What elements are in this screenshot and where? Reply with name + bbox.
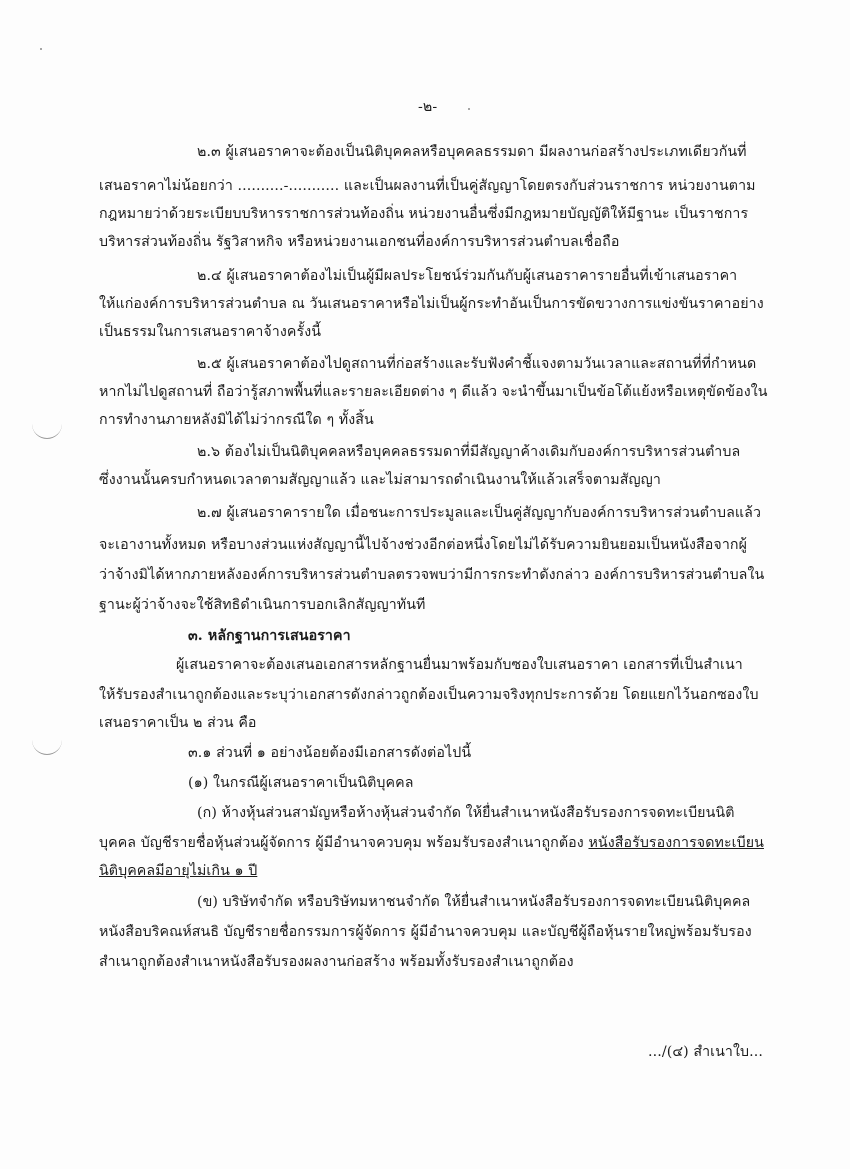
paragraph-line: ให้แก่องค์การบริหารส่วนตำบล ณ วันเสนอราคาหรือไม่เป็นผู้กระทำอันเป็นการขัดขวางการแข่งขันราคาอย่าง — [99, 296, 764, 312]
scan-speck — [468, 108, 470, 110]
paragraph-line: (ข) บริษัทจำกัด หรือบริษัทมหาชนจำกัด ให้ยื่นสำเนาหนังสือรับรองการจดทะเบียนนิติบุคคล — [197, 894, 751, 910]
paragraph-line: เสนอราคาไม่น้อยกว่า ..........-........... และเป็นผลงานที่เป็นคู่สัญญาโดยตรงกับส่วนราชการ หน่วยงานตาม — [99, 178, 756, 194]
paragraph-line: กฎหมายว่าด้วยระเบียบบริหารราชการส่วนท้องถิ่น หน่วยงานอื่นซึ่งมีกฎหมายบัญญัติให้มีฐานะ เป็นราชการ — [99, 206, 749, 222]
section-heading: ๓. หลักฐานการเสนอราคา — [188, 628, 351, 644]
subsection-heading: ๓.๑ ส่วนที่ ๑ อย่างน้อยต้องมีเอกสารดังต่อไปนี้ — [188, 745, 472, 761]
paragraph-line: สำเนาถูกต้องสำเนาหนังสือรับรองผลงานก่อสร้าง พร้อมทั้งรับรองสำเนาถูกต้อง — [99, 954, 574, 970]
paragraph-line — [99, 833, 764, 853]
paragraph-line: ว่าจ้างมิได้หากภายหลังองค์การบริหารส่วนตำบลตรวจพบว่ามีการกระทำดังกล่าว องค์การบริหารส่วนตำบลใน — [99, 567, 765, 583]
paragraph-line: หากไม่ไปดูสถานที่ ถือว่ารู้สภาพพื้นที่และรายละเอียดต่าง ๆ ดีแล้ว จะนำขึ้นมาเป็นข้อโต้แย้งหรือเหตุขัดข้องใน — [99, 384, 768, 400]
paragraph-line: เสนอราคาเป็น ๒ ส่วน คือ — [99, 715, 257, 731]
underlined-text: หนังสือรับรองการจดทะเบียน — [588, 835, 764, 851]
paragraph-line: ๒.๖ ต้องไม่เป็นนิติบุคคลหรือบุคคลธรรมดาที่มีสัญญาค้างเดิมกับองค์การบริหารส่วนตำบล — [197, 444, 741, 460]
paragraph-line: เป็นธรรมในการเสนอราคาจ้างครั้งนี้ — [99, 324, 322, 340]
paragraph-line: บริหารส่วนท้องถิ่น รัฐวิสาหกิจ หรือหน่วยงานเอกชนที่องค์การบริหารส่วนตำบลเชื่อถือ — [99, 234, 620, 250]
paragraph-line: ๒.๕ ผู้เสนอราคาต้องไปดูสถานที่ก่อสร้างและรับฟังคำชี้แจงตามวันเวลาและสถานที่ที่กำหนด — [197, 356, 757, 372]
paragraph-line: จะเอางานทั้งหมด หรือบางส่วนแห่งสัญญานี้ไปจ้างช่วงอีกต่อหนึ่งโดยไม่ได้รับความยินยอมเป็นหนังสือจากผู้ — [99, 537, 747, 553]
punch-hole-mark — [32, 740, 62, 755]
underlined-text: นิติบุคคลมีอายุไม่เกิน ๑ ปี — [99, 863, 258, 879]
scan-speck — [40, 48, 42, 50]
paragraph-line: ให้รับรองสำเนาถูกต้องและระบุว่าเอกสารดังกล่าวถูกต้องเป็นความจริงทุกประการด้วย โดยแยกไว้นอกซองใบ — [99, 687, 759, 703]
case-heading: (๑) ในกรณีผู้เสนอราคาเป็นนิติบุคคล — [188, 775, 414, 791]
page-number: -๒- — [418, 99, 438, 115]
paragraph-line: ผู้เสนอราคาจะต้องเสนอเอกสารหลักฐานยื่นมาพร้อมกับซองใบเสนอราคา เอกสารที่เป็นสำเนา — [176, 657, 743, 673]
paragraph-line: ๒.๔ ผู้เสนอราคาต้องไม่เป็นผู้มีผลประโยชน์ร่วมกันกับผู้เสนอราคารายอื่นที่เข้าเสนอราคา — [197, 268, 738, 284]
paragraph-line: ฐานะผู้ว่าจ้างจะใช้สิทธิดำเนินการบอกเลิกสัญญาทันที — [99, 597, 426, 613]
paragraph-line: หนังสือบริคณห์สนธิ บัญชีรายชื่อกรรมการผู้จัดการ ผู้มีอำนาจควบคุม และบัญชีผู้ถือหุ้นรายใหญ่พร้อมรับรอง — [99, 924, 752, 940]
paragraph-line: การทำงานภายหลังมิได้ไม่ว่ากรณีใด ๆ ทั้งสิ้น — [99, 412, 374, 428]
continuation-note: .../(๔) สำเนาใบ... — [648, 1044, 763, 1060]
paragraph-line: ๒.๗ ผู้เสนอราคารายใด เมื่อชนะการประมูลและเป็นคู่สัญญากับองค์การบริหารส่วนตำบลแล้ว — [197, 505, 762, 521]
paragraph-line: ๒.๓ ผู้เสนอราคาจะต้องเป็นนิติบุคคลหรือบุคคลธรรมดา มีผลงานก่อสร้างประเภทเดียวกันที่ — [197, 144, 747, 160]
plain-text: บุคคล บัญชีรายชื่อหุ้นส่วนผู้จัดการ ผู้มีอำนาจควบคุม พร้อมรับรองสำเนาถูกต้อง — [99, 835, 589, 851]
paragraph-line: (ก) ห้างหุ้นส่วนสามัญหรือห้างหุ้นส่วนจำกัด ให้ยื่นสำเนาหนังสือรับรองการจดทะเบียนนิติ — [197, 805, 735, 821]
paragraph-line: ซึ่งงานนั้นครบกำหนดเวลาตามสัญญาแล้ว และไม่สามารถดำเนินงานให้แล้วเสร็จตามสัญญา — [99, 472, 661, 488]
punch-hole-mark — [32, 424, 62, 439]
